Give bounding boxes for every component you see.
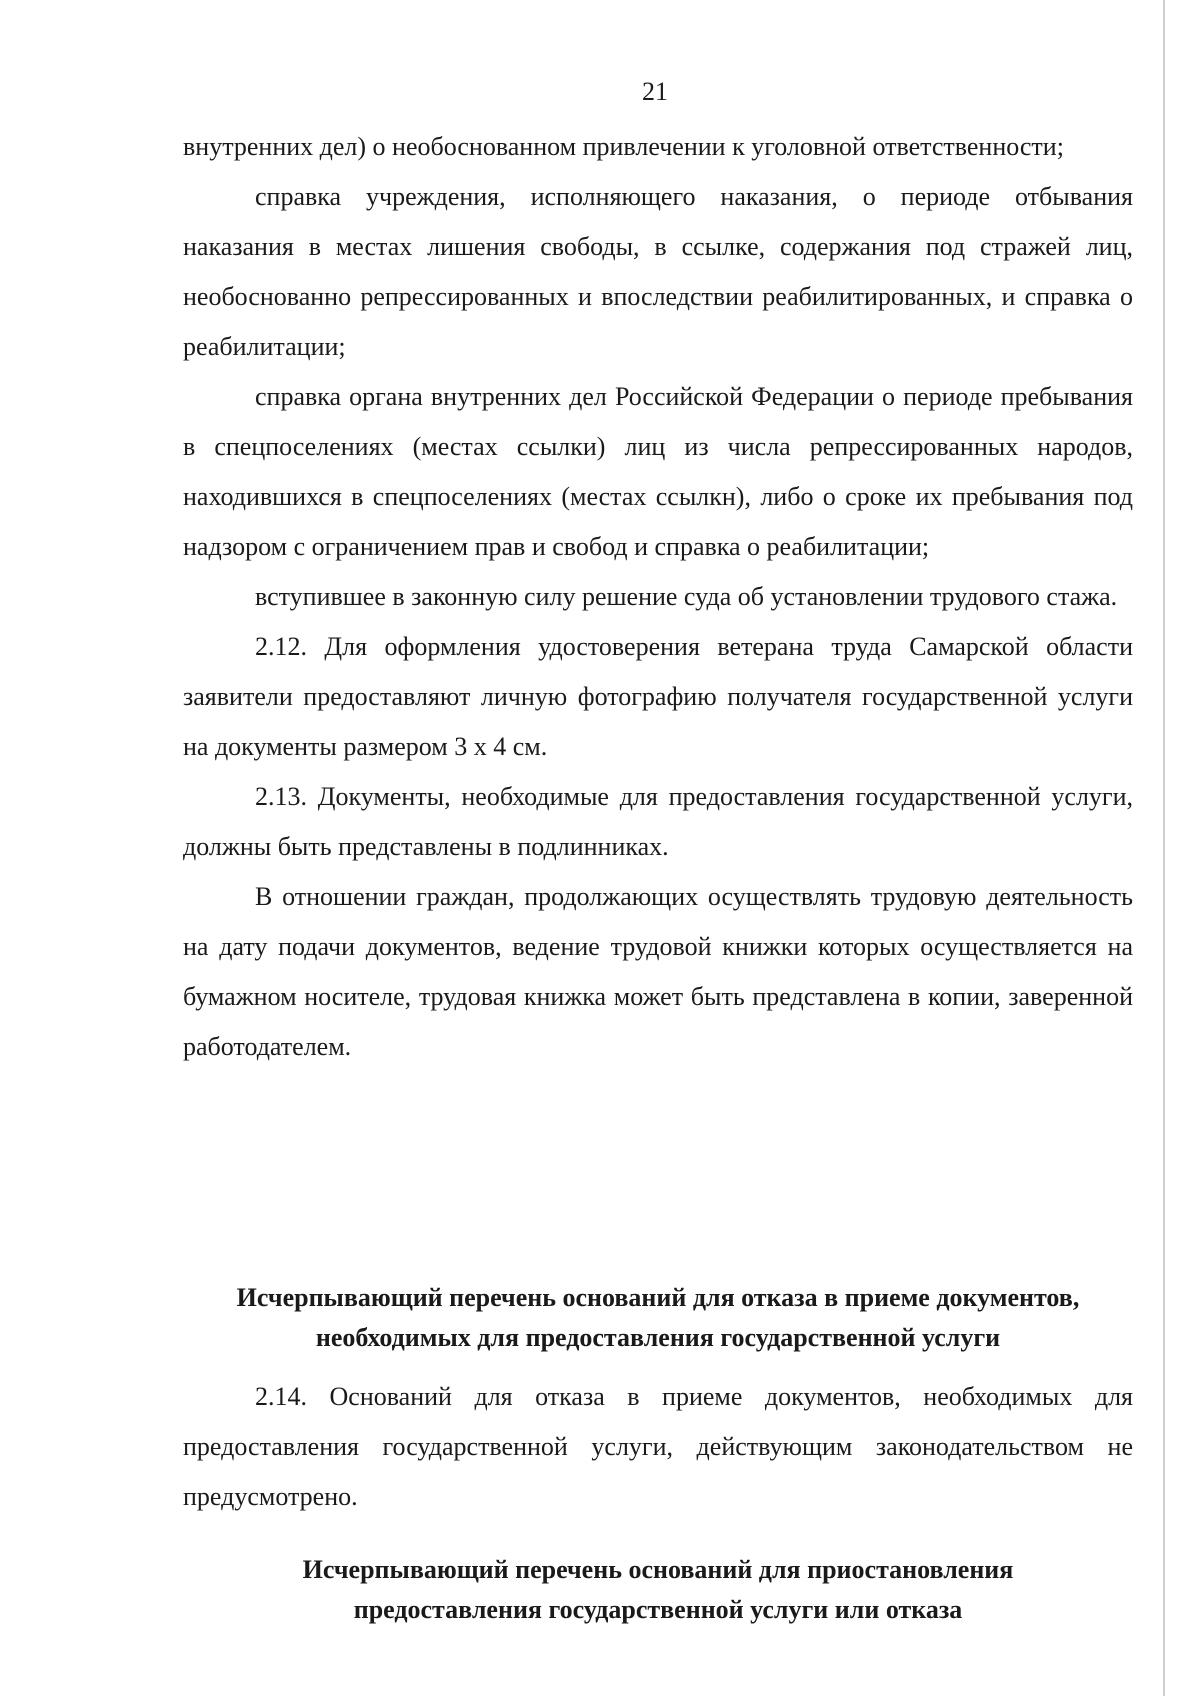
section-2-14 (183, 1372, 1133, 1522)
heading-2-line-2: предоставления государственной услуги или отказа (353, 1595, 963, 1624)
heading-1-line-1: Исчерпывающий перечень оснований для отказа в приеме документов, (236, 1283, 1080, 1312)
heading-suspension (183, 1550, 1133, 1630)
page-edge-line (1163, 0, 1165, 1696)
heading-1-line-2: необходимых для предоставления государственной услуги (315, 1323, 1001, 1352)
page-number: 21 (642, 77, 668, 106)
paragraph-1: внутренних дел) о необоснованном привлечении к уголовной ответственности; (183, 132, 1064, 161)
top-text-block (183, 122, 1133, 1072)
paragraph-2-13: 2.13. Документы, необходимые для предоставления государственной услуги, должны быть представлены в подлинниках. (183, 782, 1133, 861)
paragraph-3: справка органа внутренних дел Российской Федерации о периоде пребывания в спецпоселениях (местах ссылки) лиц из числа репрессированных народов, находившихся в спецпоселениях (местах ссылкн), либо о сроке их пребывания под надзором с ограничением прав и свобод и справка о реабилитации; (183, 382, 1133, 561)
paragraph-2: справка учреждения, исполняющего наказания, о периоде отбывания наказания в местах лишения свободы, в ссылке, содержания под стражей лиц, необоснованно репрессированных и впоследствии реабилитированных, и справка о реабилитации; (183, 182, 1133, 361)
heading-2-line-1: Исчерпывающий перечень оснований для приостановления (302, 1555, 1014, 1584)
paragraph-4: вступившее в законную силу решение суда об установлении трудового стажа. (255, 582, 1118, 611)
paragraph-employment-record: В отношении граждан, продолжающих осуществлять трудовую деятельность на дату подачи документов, ведение трудовой книжки которых осуществляется на бумажном носителе, трудовая книжка может быть представлена в копии, заверенной работодателем. (183, 882, 1133, 1061)
heading-refusal-acceptance (183, 1278, 1133, 1358)
paragraph-2-12: 2.12. Для оформления удостоверения ветерана труда Самарской области заявители предоставляют личную фотографию получателя государственной услуги на документы размером 3 х 4 см. (183, 632, 1133, 761)
paragraph-2-14: 2.14. Оснований для отказа в приеме документов, необходимых для предоставления государственной услуги, действующим законодательством не предусмотрено. (183, 1382, 1133, 1511)
